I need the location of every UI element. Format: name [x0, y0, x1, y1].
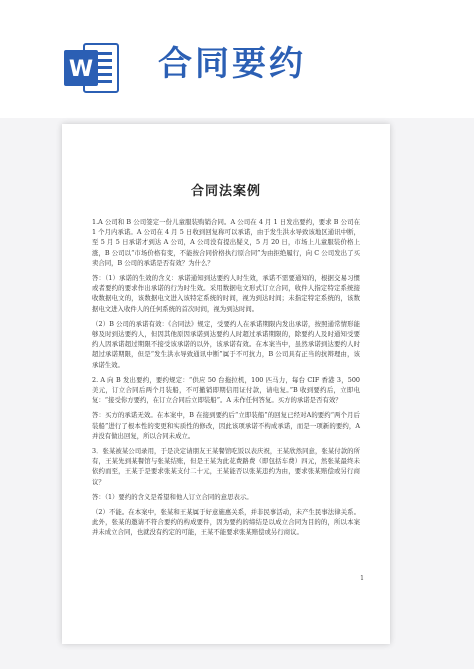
paragraph: （2）不能。在本案中，张某和王某属于好意施惠关系，并非民事活动，未产生民事法律关系。此外，张某的邀请不符合要约的构成要件，因为要约的缔结是以成立合同为目的的，所以本案并未成立合同，也就没有约定的可能，王某不能要求张某赔偿或另行商议。: [92, 508, 360, 537]
document-page: [62, 124, 390, 644]
paragraph: （2）B 公司的承诺有效：《合同法》规定，受要约人在承诺期限内发出承诺，按照通常情形能够及时到达要约人，但因其他原因承诺到达要约人时超过承诺期限的，除要约人及时通知受要约人因承诺超过期限不接受该承诺的以外，该承诺有效。在本案当中，虽然承诺到达要约人时超过承诺期限，但是“发生洪水导致通讯中断”属于不可抗力，B 公司具有正当的抗辩理由，该承诺生效。: [92, 319, 360, 369]
paragraph: 3．张某被某公司录用，于是决定请朋友王某餐馆吃饭以表庆祝，王某欣然同意，张某付款的所有，王某先到某餐馆与张某结账，但是王某为此花费路费（即包括车费）四元，然张某最终未依约而至，王某于是要求张某支付二十元，王某能否以张某违约为由，要求张某赔偿或另行商议？: [92, 447, 360, 486]
word-icon-letter: W: [68, 57, 94, 82]
word-icon: [62, 38, 122, 98]
paragraph: 1.A 公司和 B 公司签定一份儿童服装购销合同。A 公司在 4 月 1 日发出要约，要求 B 公司在 1 个月内承诺。A 公司在 4 月 5 日收到回复称可以承诺，由于发生洪水导致该地区通讯中断，至 5 月 5 日承诺才到达 A 公司，A 公司没有提出疑义，5 月 20 日，市场上儿童服装价格上涨，B 公司以“市场价格有变，不能按合同价格执行原合同”为由拒绝履行，向 C 公司发出了买卖合同，B 公司的承诺是否有效？为什么？: [92, 218, 360, 267]
paragraph: 答：买方的承诺无效。在本案中，B 在接到要约后“立即装船”的回复已经对A的要约“两个月后装船”进行了根本性的变更和实质性的修改，因此该项承诺不构成承诺，而是一项新的要约，A 并没有做出回复，所以合同未成立。: [92, 411, 360, 440]
document-title: 合同法案例: [190, 184, 261, 199]
paragraph: 2. A 向 B 发出要约，要约规定：“供应 50 台拖拉机，100 匹马力，每台 CIF 香港 3，500 美元，订立合同后两个月装船，不可撤销即期信用证付款，请电复。”B 收到要约后，立即电复：“接受你方要约，在订立合同后立即装船”。A 未作任何答复。买方的承诺是否有效？: [92, 375, 360, 405]
banner-title: 合同要约: [158, 44, 306, 84]
paragraph: 答：（1）承诺的生效的含义：承诺通知到达要约人时生效，承诺不需要通知的，根据交易习惯或者要约的要求作出承诺的行为时生效。采用数据电文形式订立合同，收件人指定特定系统接收数据电文的，该数据电文进入该特定系统的时间，视为到达时间；未指定特定系统的，该数据电文进入收件人的任何系统的首次时间，视为到达时间。: [92, 274, 360, 313]
title-banner: [0, 0, 474, 118]
page-number: 1: [360, 575, 364, 582]
paragraph: 答：（1）要约的含义是希望和他人订立合同的意思表示。: [92, 492, 253, 501]
